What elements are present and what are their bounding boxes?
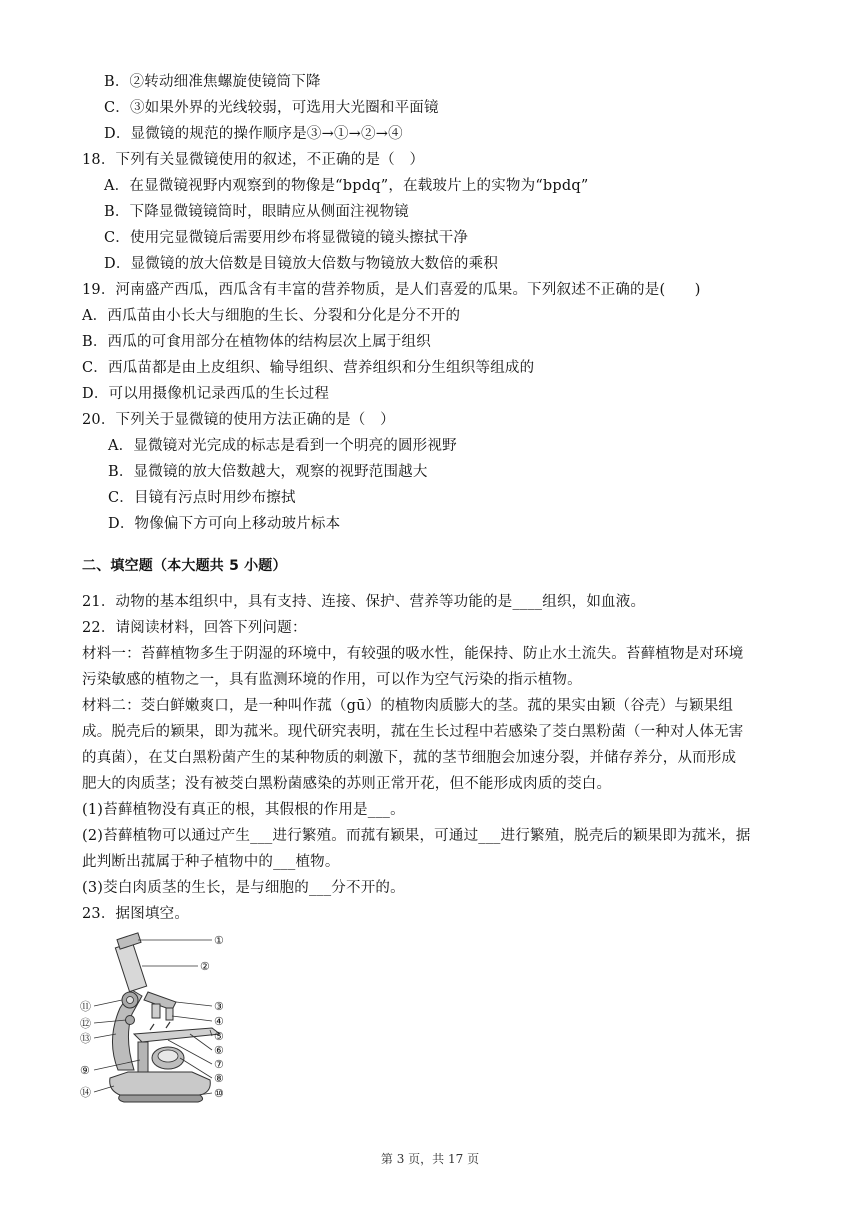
label-11: ⑪ <box>80 1000 91 1013</box>
microscope-diagram <box>80 930 240 1105</box>
text-line: A．显微镜对光完成的标志是看到一个明亮的圆形视野 <box>108 438 457 454</box>
text-line: 20．下列关于显微镜的使用方法正确的是（ ） <box>82 412 395 428</box>
text-line: D．显微镜的规范的操作顺序是③→①→②→④ <box>104 126 403 142</box>
text-line: (3)茭白肉质茎的生长，是与细胞的___分不开的。 <box>82 880 405 896</box>
text-line: B．西瓜的可食用部分在植物体的结构层次上属于组织 <box>82 334 431 350</box>
text-line: C．③如果外界的光线较弱，可选用大光圈和平面镜 <box>104 100 439 116</box>
label-5: ⑤ <box>214 1030 224 1043</box>
text-line: 材料一：苔藓植物多生于阴湿的环境中，有较强的吸水性，能保持、防止水土流失。苔藓植物是对环境 <box>82 646 744 662</box>
text-line: 材料二：茭白鲜嫩爽口，是一种叫作菰（gū）的植物肉质膨大的茎。菰的果实由颖（谷壳）与颖果组 <box>82 698 734 714</box>
label-9: ⑨ <box>80 1064 90 1077</box>
label-8: ⑧ <box>214 1072 224 1085</box>
label-3: ③ <box>214 1000 224 1013</box>
text-line: 此判断出菰属于种子植物中的___植物。 <box>82 854 340 870</box>
text-line: C．西瓜苗都是由上皮组织、输导组织、营养组织和分生组织等组成的 <box>82 360 535 376</box>
text-line: 18．下列有关显微镜使用的叙述，不正确的是（ ） <box>82 152 425 168</box>
text-line: 成。脱壳后的颖果，即为菰米。现代研究表明，菰在生长过程中若感染了茭白黑粉菌（一种对人体无害 <box>82 724 744 740</box>
label-10: ⑩ <box>214 1087 224 1100</box>
label-13: ⑬ <box>80 1032 91 1045</box>
text-line: 二、填空题（本大题共 5 小题） <box>82 558 287 574</box>
text-line: D．显微镜的放大倍数是目镜放大倍数与物镜放大数倍的乘积 <box>104 256 499 272</box>
text-line: A．西瓜苗由小长大与细胞的生长、分裂和分化是分不开的 <box>82 308 461 324</box>
text-line: B．②转动细准焦螺旋使镜筒下降 <box>104 74 321 90</box>
text-line: 19．河南盛产西瓜，西瓜含有丰富的营养物质，是人们喜爱的瓜果。下列叙述不正确的是( ) <box>82 282 701 298</box>
text-line: 23．据图填空。 <box>82 906 190 922</box>
text-line: 21．动物的基本组织中，具有支持、连接、保护、营养等功能的是____组织，如血液。 <box>82 594 646 610</box>
text-line: D．物像偏下方可向上移动玻片标本 <box>108 516 341 532</box>
label-1: ① <box>214 934 224 947</box>
label-6: ⑥ <box>214 1044 224 1057</box>
label-14: ⑭ <box>80 1086 91 1099</box>
text-line: B．显微镜的放大倍数越大，观察的视野范围越大 <box>108 464 428 480</box>
text-line: B．下降显微镜镜筒时，眼睛应从侧面注视物镜 <box>104 204 409 220</box>
text-line: (1)苔藓植物没有真正的根，其假根的作用是___。 <box>82 802 405 818</box>
label-12: ⑫ <box>80 1017 91 1030</box>
label-2: ② <box>200 960 210 973</box>
text-line: 22．请阅读材料，回答下列问题： <box>82 620 307 636</box>
label-7: ⑦ <box>214 1058 224 1071</box>
text-line: D．可以用摄像机记录西瓜的生长过程 <box>82 386 330 402</box>
text-line: 的真菌），在艾白黑粉菌产生的某种物质的刺激下，菰的茎节细胞会加速分裂，并储存养分，从而形成 <box>82 750 737 766</box>
page-footer: 第 3 页，共 17 页 <box>380 1152 480 1166</box>
text-line: (2)苔藓植物可以通过产生___进行繁殖。而菰有颖果，可通过___进行繁殖，脱壳后的颖果即为菰米，据 <box>82 828 751 844</box>
text-line: C．目镜有污点时用纱布擦拭 <box>108 490 296 506</box>
text-line: 肥大的肉质茎；没有被茭白黑粉菌感染的苏则正常开花，但不能形成肉质的茭白。 <box>82 776 612 792</box>
text-line: 污染敏感的植物之一，具有监测环境的作用，可以作为空气污染的指示植物。 <box>82 672 582 688</box>
text-line: A．在显微镜视野内观察到的物像是“bpdq”，在载玻片上的实物为“bpdq” <box>104 178 589 194</box>
label-4: ④ <box>214 1015 224 1028</box>
text-line: C．使用完显微镜后需要用纱布将显微镜的镜头擦拭干净 <box>104 230 469 246</box>
